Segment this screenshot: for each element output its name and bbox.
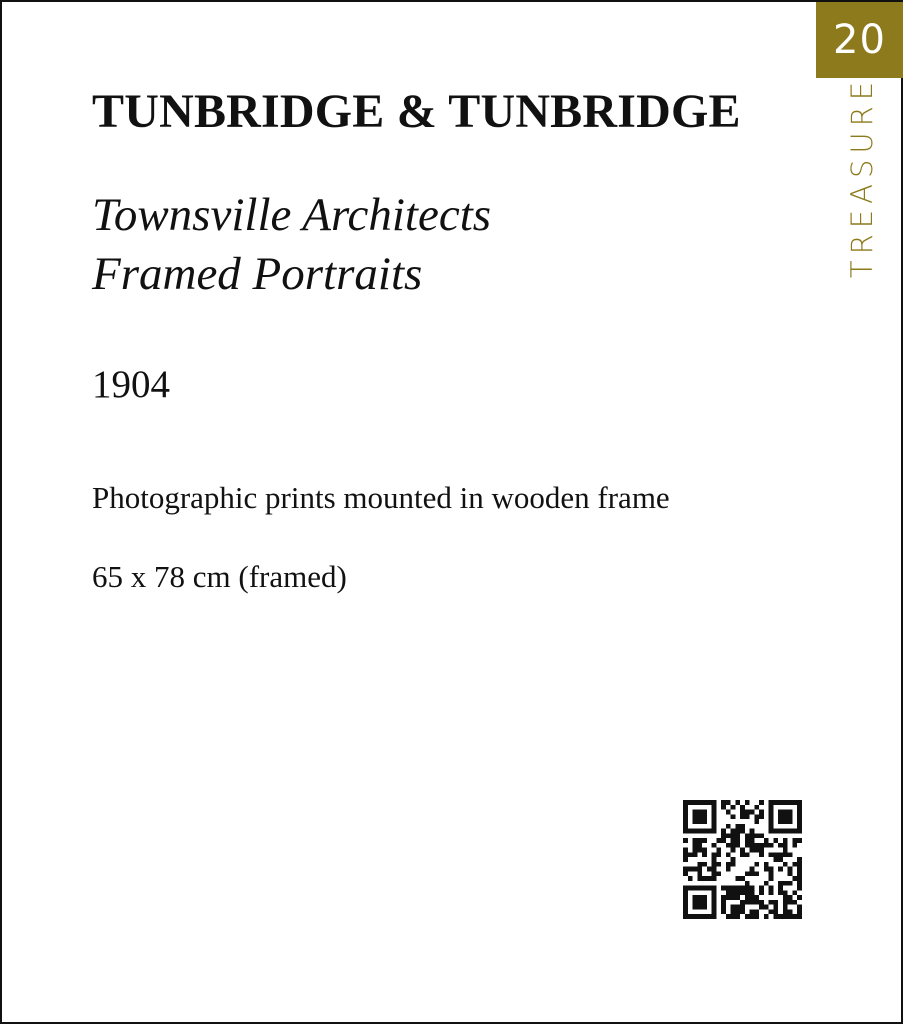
artist-name: TUNBRIDGE & TUNBRIDGE: [92, 85, 741, 138]
qr-code-icon[interactable]: [683, 800, 802, 919]
artwork-title: [92, 186, 491, 304]
artwork-dimensions: 65 x 78 cm (framed): [92, 559, 347, 594]
item-number-badge: [816, 2, 903, 78]
collection-label: TREASURE: [845, 75, 879, 279]
artwork-title-line-1: Townsville Architects: [92, 189, 492, 241]
artwork-medium: Photographic prints mounted in wooden frame: [92, 480, 670, 515]
artwork-year: 1904: [92, 363, 170, 406]
artwork-title-line-2: Framed Portraits: [92, 248, 423, 300]
item-number: 20: [833, 17, 886, 63]
